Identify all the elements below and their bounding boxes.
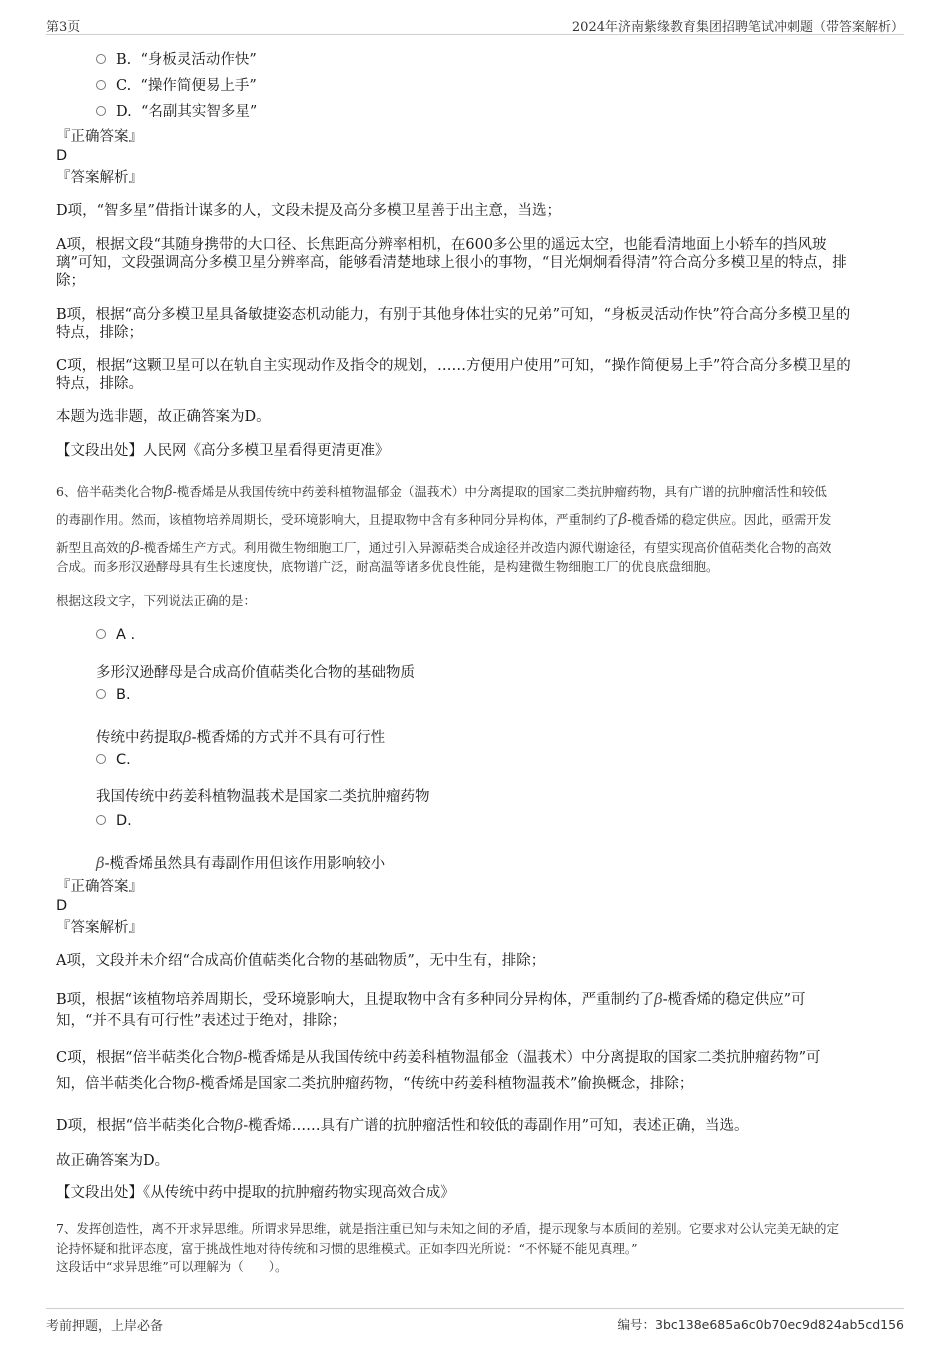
document-id: 编号：3bc138e685a6c0b70ec9d824ab5cd156	[617, 1317, 904, 1332]
q6-analysis-label: 『答案解析』	[56, 920, 143, 936]
q5-option-c[interactable]: C. “操作简便易上手”	[96, 74, 257, 95]
q7-stem-line3: 这段话中“求异思维”可以理解为（ ）。	[56, 1259, 288, 1274]
q5-analysis-c-line2: 特点，排除。	[56, 376, 143, 392]
q5-analysis-a-line3: 除；	[56, 273, 85, 289]
q5-conclusion: 本题为选非题，故正确答案为D。	[56, 409, 271, 425]
q6-analysis-b-line1: B项，根据“该植物培养周期长，受环境影响大，且提取物中含有多种同分异构体，严重制约了β-榄香烯的稳定供应”可	[56, 990, 806, 1008]
radio-icon[interactable]	[96, 689, 106, 699]
q7-stem-line1: 7、发挥创造性，离不开求异思维。所谓求异思维，就是指注重已知与未知之间的矛盾，提示现象与本质间的差别。它要求对公认完美无缺的定	[56, 1221, 839, 1236]
q6-stem-line2: 的毒副作用。然而，该植物培养周期长，受环境影响大，且提取物中含有多种同分异构体，严重制约了β-榄香烯的稳定供应。因此，亟需开发	[56, 510, 832, 528]
beta-symbol: β	[654, 990, 663, 1008]
q6-source: 【文段出处】《从传统中药中提取的抗肿瘤药物实现高效合成》	[56, 1185, 455, 1201]
page-header	[46, 14, 904, 35]
q6-stem-line4: 合成。而多形汉逊酵母具有生长速度快，底物谱广泛，耐高温等诸多优良性能，是构建微生物细胞工厂的优良底盘细胞。	[56, 559, 719, 574]
q6-analysis-c-line1: C项，根据“倍半萜类化合物β-榄香烯是从我国传统中药姜科植物温郁金（温莪术）中分离提取的国家二类抗肿瘤药物”可	[56, 1048, 821, 1066]
beta-symbol: β	[96, 854, 105, 872]
q6-question: 根据这段文字，下列说法正确的是：	[56, 593, 257, 608]
q5-analysis-b-line2: 特点，排除；	[56, 325, 143, 341]
q7-stem-line2: 论持怀疑和批评态度，富于挑战性地对待传统和习惯的思维模式。正如李四光所说：“不怀疑不能见真理。”	[56, 1241, 638, 1256]
radio-icon[interactable]	[96, 754, 106, 764]
beta-symbol: β	[618, 510, 628, 528]
q6-answer-label: 『正确答案』	[56, 879, 143, 895]
q5-answer-label: 『正确答案』	[56, 129, 143, 145]
q6-stem-line3: 新型且高效的β-榄香烯生产方式。利用微生物细胞工厂，通过引入异源萜类合成途径并改造内源代谢途径，有望实现高价值萜类化合物的高效	[56, 538, 832, 556]
page-footer	[46, 1308, 904, 1333]
q6-option-b[interactable]: B.	[96, 687, 131, 703]
q6-answer: D	[56, 898, 68, 914]
radio-icon[interactable]	[96, 80, 106, 90]
radio-icon[interactable]	[96, 629, 106, 639]
q5-analysis-a-line2: 璃”可知，文段强调高分多模卫星分辨率高，能够看清楚地球上很小的事物，“目光炯炯看得清”符合高分多模卫星的特点，排	[56, 255, 847, 271]
q6-analysis-a: A项，文段并未介绍“合成高价值萜类化合物的基础物质”，无中生有，排除；	[56, 953, 546, 969]
radio-icon[interactable]	[96, 54, 106, 64]
beta-symbol: β	[234, 1048, 243, 1066]
q5-option-d[interactable]: D. “名副其实智多星”	[96, 100, 257, 121]
radio-icon[interactable]	[96, 106, 106, 116]
q5-analysis-b-line1: B项，根据“高分多模卫星具备敏捷姿态机动能力，有别于其他身体壮实的兄弟”可知，“身板灵活动作快”符合高分多模卫星的	[56, 307, 851, 323]
beta-symbol: β	[234, 1116, 244, 1134]
q5-source: 【文段出处】人民网《高分多模卫星看得更清更准》	[56, 443, 390, 459]
q6-analysis-c-line2: 知，倍半萜类化合物β-榄香烯是国家二类抗肿瘤药物，“传统中药姜科植物温莪术”偷换概念，排除；	[56, 1074, 694, 1092]
beta-symbol: β	[186, 1074, 196, 1092]
q5-analysis-c-line1: C项，根据“这颗卫星可以在轨自主实现动作及指令的规划，……方便用户使用”可知，“操作简便易上手”符合高分多模卫星的	[56, 358, 851, 374]
q6-option-c[interactable]: C.	[96, 752, 131, 768]
q6-conclusion: 故正确答案为D。	[56, 1153, 170, 1169]
radio-icon[interactable]	[96, 815, 106, 825]
q6-option-a[interactable]: A .	[96, 627, 135, 643]
q6-option-a-text: 多形汉逊酵母是合成高价值萜类化合物的基础物质	[96, 665, 415, 681]
q5-answer: D	[56, 148, 68, 164]
q5-analysis-a-line1: A项，根据文段“其随身携带的大口径、长焦距高分辨率相机，在600多公里的遥远太空，也能看清地面上小轿车的挡风玻	[56, 237, 827, 253]
document-title: 2024年济南紫缘教育集团招聘笔试冲刺题（带答案解析）	[571, 20, 904, 35]
q5-analysis-d: D项，“智多星”借指计谋多的人，文段未提及高分多模卫星善于出主意，当选；	[56, 203, 561, 219]
q6-stem-line1: 6、倍半萜类化合物β-榄香烯是从我国传统中药姜科植物温郁金（温莪术）中分离提取的国家二类抗肿瘤药物，具有广谱的抗肿瘤活性和较低	[56, 482, 827, 500]
footer-slogan: 考前押题，上岸必备	[46, 1319, 164, 1334]
page-number: 第3页	[46, 20, 81, 35]
q6-option-d-text: β-榄香烯虽然具有毒副作用但该作用影响较小	[96, 854, 386, 872]
q6-analysis-d: D项，根据“倍半萜类化合物β-榄香烯……具有广谱的抗肿瘤活性和较低的毒副作用”可知，表述正确，当选。	[56, 1116, 749, 1134]
q6-option-c-text: 我国传统中药姜科植物温莪术是国家二类抗肿瘤药物	[96, 789, 430, 805]
q6-option-d[interactable]: D.	[96, 813, 132, 829]
q6-option-b-text: 传统中药提取β-榄香烯的方式并不具有可行性	[96, 728, 386, 746]
beta-symbol: β	[183, 728, 192, 746]
beta-symbol: β	[131, 538, 140, 556]
q5-analysis-label: 『答案解析』	[56, 170, 143, 186]
q6-analysis-b-line2: 知，“并不具有可行性”表述过于绝对，排除；	[56, 1013, 347, 1029]
q5-option-b[interactable]: B. “身板灵活动作快”	[96, 48, 257, 69]
beta-symbol: β	[163, 482, 173, 500]
